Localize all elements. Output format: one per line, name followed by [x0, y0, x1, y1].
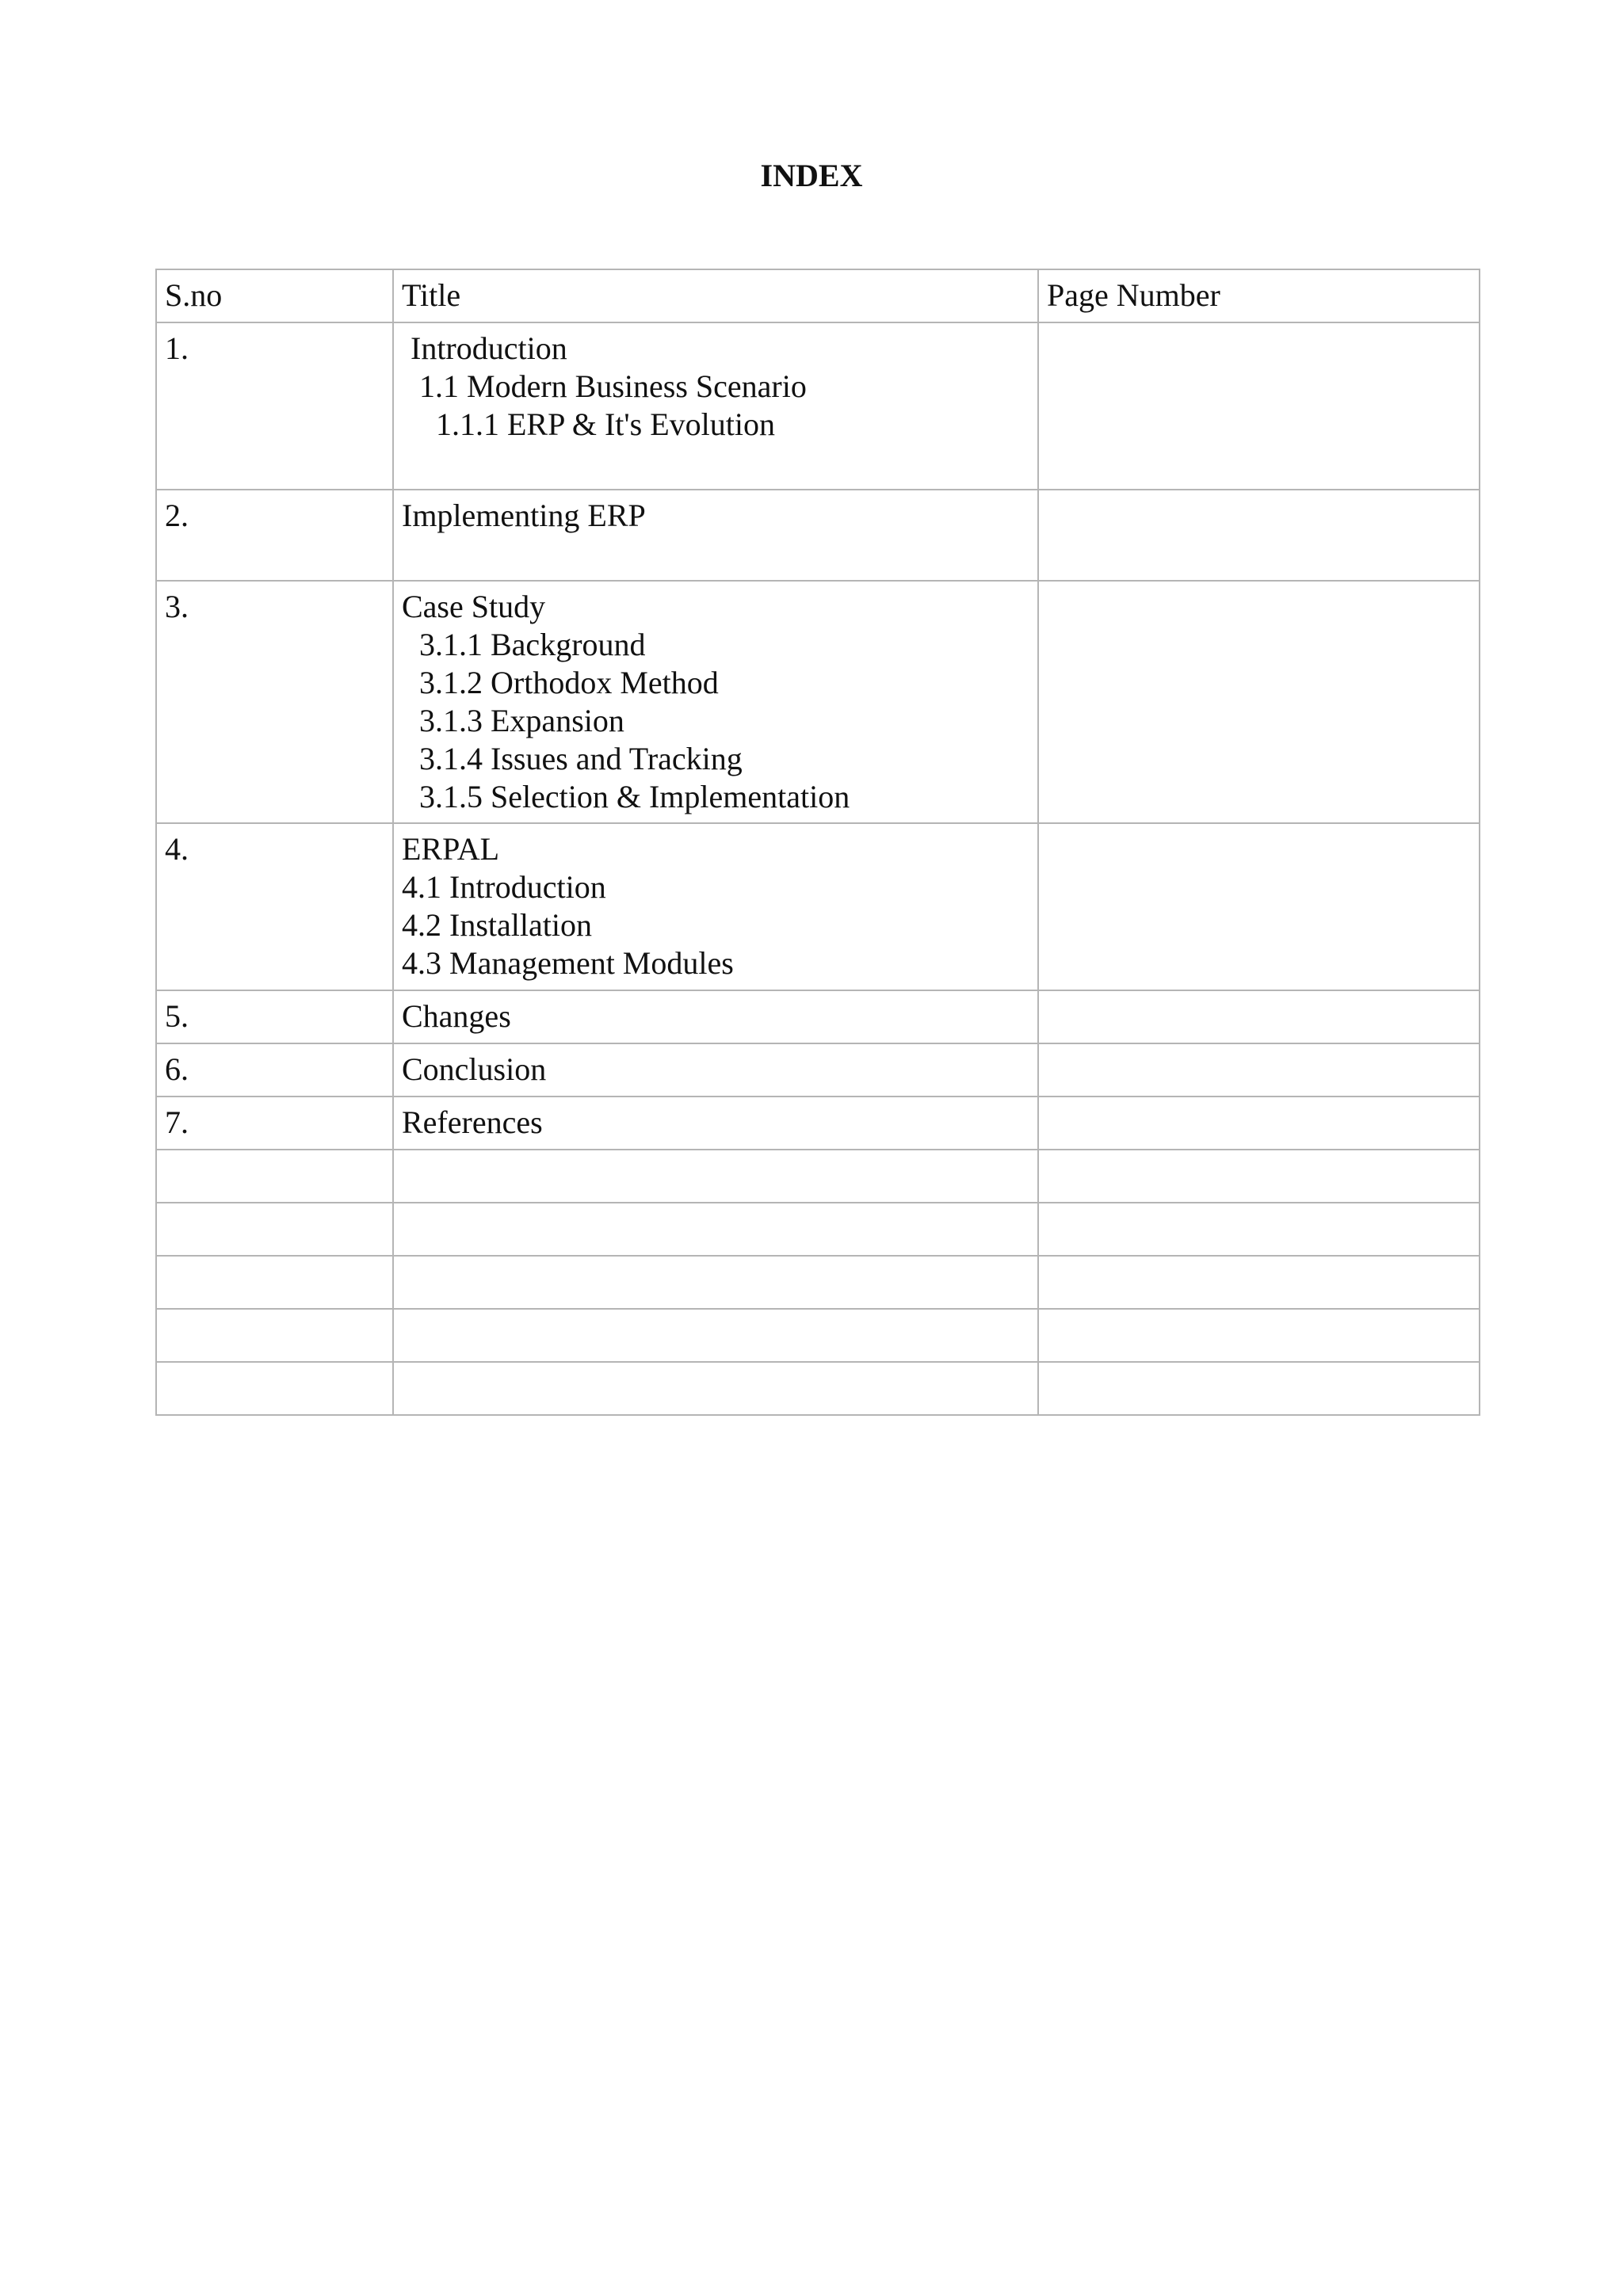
table-header-row [156, 269, 1480, 322]
row-page-number [1038, 1043, 1480, 1097]
row-title [393, 823, 1038, 990]
table-row [156, 581, 1480, 823]
row-page-number [1038, 490, 1480, 581]
row-sno [156, 1150, 393, 1203]
title-line: 3.1.5 Selection & Implementation [419, 779, 850, 814]
table-row [156, 490, 1480, 581]
table-row-empty [156, 1150, 1480, 1203]
row-sno: 6. [156, 1043, 393, 1097]
row-title [393, 1043, 1038, 1097]
header-sno: S.no [156, 269, 393, 322]
row-page-number [1038, 322, 1480, 490]
row-page-number [1038, 1203, 1480, 1256]
page-title: INDEX [760, 158, 863, 193]
table-row [156, 1097, 1480, 1150]
table-row-empty [156, 1309, 1480, 1362]
title-line: Introduction [411, 330, 567, 366]
table-row [156, 1043, 1480, 1097]
row-title [393, 490, 1038, 581]
row-title [393, 1309, 1038, 1362]
title-line: Implementing ERP [402, 498, 646, 533]
title-line: Case Study [402, 589, 546, 624]
row-sno [156, 1309, 393, 1362]
title-line: 1.1.1 ERP & It's Evolution [436, 406, 775, 442]
title-line: 4.3 Management Modules [402, 945, 734, 981]
title-line: ERPAL [402, 831, 500, 867]
row-title [393, 322, 1038, 490]
title-line: 4.1 Introduction [402, 869, 606, 905]
table-row-empty [156, 1203, 1480, 1256]
header-title: Title [393, 269, 1038, 322]
title-line: 3.1.4 Issues and Tracking [419, 741, 743, 776]
title-line: Conclusion [402, 1051, 547, 1087]
row-title [393, 1150, 1038, 1203]
row-sno [156, 1362, 393, 1415]
header-page-number: Page Number [1038, 269, 1480, 322]
row-title [393, 581, 1038, 823]
table-row [156, 823, 1480, 990]
row-page-number [1038, 1097, 1480, 1150]
row-sno [156, 1203, 393, 1256]
table-row-empty [156, 1256, 1480, 1309]
row-sno: 2. [156, 490, 393, 581]
row-title [393, 1362, 1038, 1415]
title-line: 3.1.2 Orthodox Method [419, 665, 719, 700]
row-sno: 5. [156, 990, 393, 1043]
row-page-number [1038, 1150, 1480, 1203]
row-title [393, 1097, 1038, 1150]
index-table [155, 269, 1480, 1416]
row-title [393, 1203, 1038, 1256]
row-sno: 1. [156, 322, 393, 490]
row-sno: 3. [156, 581, 393, 823]
table-row [156, 322, 1480, 490]
row-page-number [1038, 1362, 1480, 1415]
title-line: 4.2 Installation [402, 907, 592, 943]
title-line: 3.1.3 Expansion [419, 703, 624, 738]
row-page-number [1038, 1309, 1480, 1362]
row-page-number [1038, 990, 1480, 1043]
title-line: Changes [402, 998, 511, 1034]
row-page-number [1038, 1256, 1480, 1309]
row-sno [156, 1256, 393, 1309]
table-row [156, 990, 1480, 1043]
row-sno: 7. [156, 1097, 393, 1150]
row-page-number [1038, 823, 1480, 990]
title-line: References [402, 1104, 543, 1140]
title-line: 3.1.1 Background [419, 627, 646, 662]
row-title [393, 1256, 1038, 1309]
row-sno: 4. [156, 823, 393, 990]
table-row-empty [156, 1362, 1480, 1415]
row-title [393, 990, 1038, 1043]
title-line: 1.1 Modern Business Scenario [419, 368, 807, 404]
row-page-number [1038, 581, 1480, 823]
